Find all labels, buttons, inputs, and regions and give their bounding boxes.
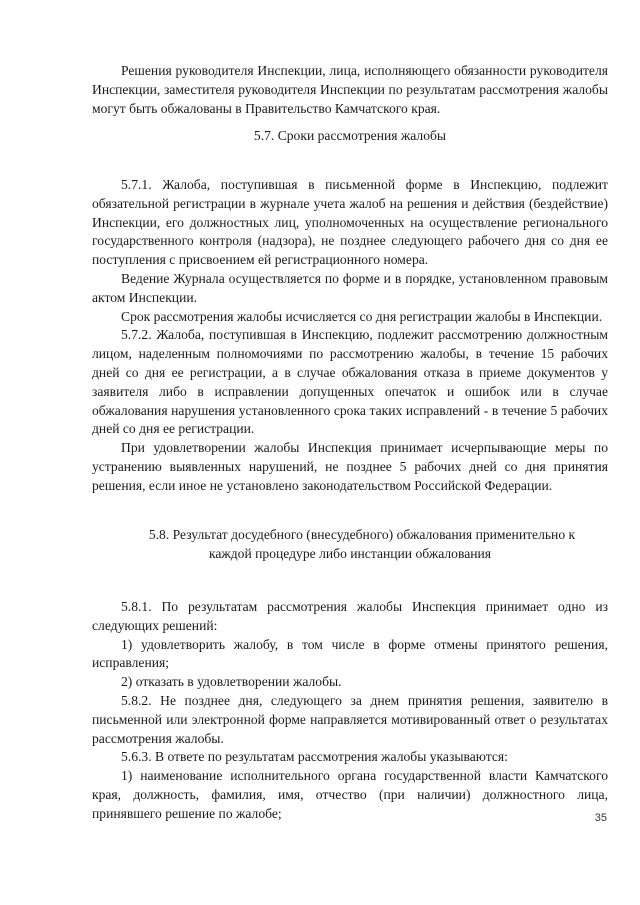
section-heading-5-8-line2: каждой процедуре либо инстанции обжалования [208, 546, 492, 561]
section-heading-5-8 [92, 525, 608, 563]
list-item-refuse: 2) отказать в удовлетворении жалобы. [121, 674, 342, 690]
paragraph-5-7-2: 5.7.2. Жалоба, поступившая в Инспекцию, подлежит рассмотрению должностным лицом, наделенным полномочиями по рассмотрению жалобы, в течение 15 рабочих дней со дня ее регистрации, а в случае обжалования отказа в приеме документов у заявителя либо в исправлении допущенных опечаток и ошибок или в случае обжалования нарушения установленного срока таких исправлений - в течение 5 рабочих дней со дня ее регистрации. [92, 327, 608, 437]
paragraph-5-8-1: 5.8.1. По результатам рассмотрения жалобы Инспекция принимает одно из следующих решений: [92, 599, 608, 633]
paragraph-5-6-3: 5.6.3. В ответе по результатам рассмотрения жалобы указываются: [121, 749, 508, 765]
section-heading-5-7 [92, 126, 608, 145]
paragraph-appeal-government: Решения руководителя Инспекции, лица, исполняющего обязанности руководителя Инспекции, заместителя руководителя Инспекции по результатам рассмотрения жалобы могут быть обжалованы в Правительство Камчатского края. [92, 63, 608, 116]
paragraph-satisfaction: При удовлетворении жалобы Инспекция принимает исчерпывающие меры по устранению выявленных нарушений, не позднее 5 рабочих дней со дня принятия решения, если иное не установлено законодательством Российской Федерации. [92, 440, 608, 493]
paragraph-group-5-7 [92, 176, 608, 496]
paragraph-group-5-8 [92, 598, 608, 824]
paragraph-5-7-1: 5.7.1. Жалоба, поступившая в письменной форме в Инспекцию, подлежит обязательной регистрации в журнале учета жалоб на решения и действия (бездействие) Инспекции, его должностных лиц, уполномоченных на осуществление регионального государственного контроля (надзора), не позднее следующего рабочего дня со дня ее поступления с присвоением ей регистрационного номера. [92, 177, 608, 268]
page-number: 35 [594, 812, 607, 824]
paragraph-review-term: Срок рассмотрения жалобы исчисляется со дня регистрации жалобы в Инспекции. [121, 308, 603, 324]
paragraph-journal: Ведение Журнала осуществляется по форме и в порядке, установленном правовым актом Инспекции. [92, 270, 608, 305]
section-heading-5-7-text: 5.7. Сроки рассмотрения жалобы [253, 128, 447, 143]
list-item-authority-name: 1) наименование исполнительного органа государственной власти Камчатского края, должность, фамилия, имя, отчество (при наличии) должностного лица, принявшего решение по жалобе; [92, 768, 608, 821]
list-item-satisfy: 1) удовлетворить жалобу, в том числе в форме отмены принятого решения, исправления; [92, 636, 608, 671]
paragraph-group-intro [92, 62, 608, 118]
paragraph-5-8-2: 5.8.2. Не позднее дня, следующего за днем принятия решения, заявителю в письменной или электронной форме направляется мотивированный ответ о результатах рассмотрения жалобы. [92, 692, 608, 746]
section-heading-5-8-line1: 5.8. Результат досудебного (внесудебного) обжалования применительно к [148, 527, 576, 542]
